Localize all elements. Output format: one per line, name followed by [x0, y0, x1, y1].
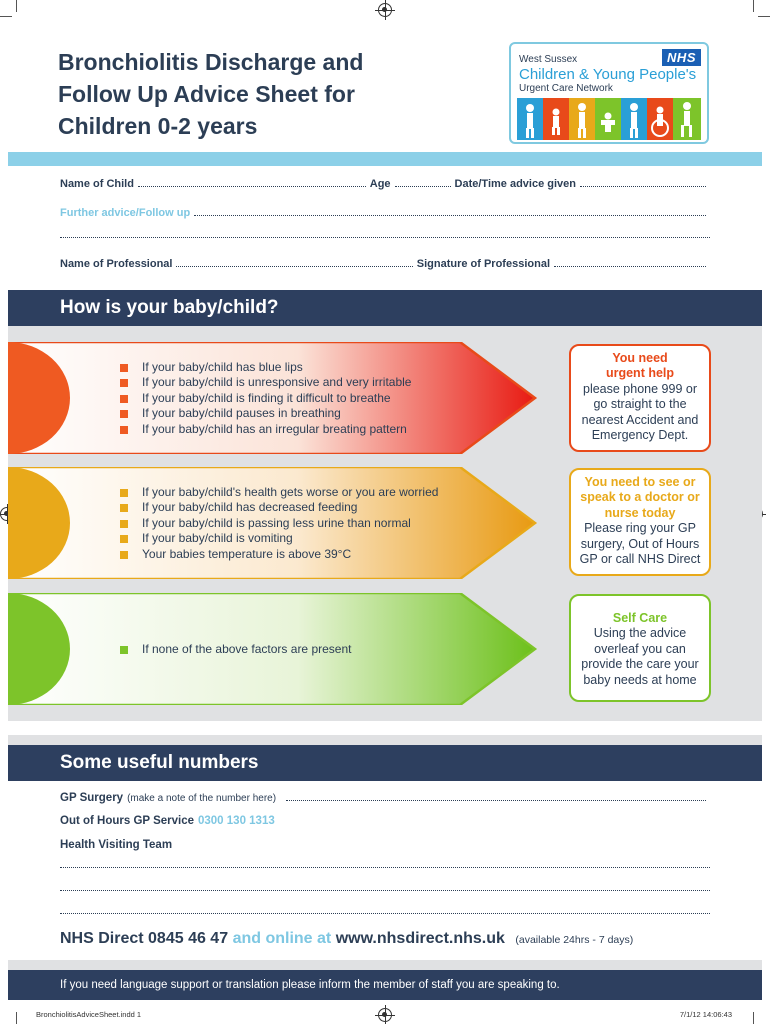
gp-surgery-row	[60, 792, 710, 804]
name-of-professional-label: Name of Professional	[60, 258, 173, 270]
crop-mark	[0, 16, 12, 17]
signature-field[interactable]	[554, 259, 706, 267]
list-item: If your baby/child has blue lips	[118, 360, 411, 375]
signature-label: Signature of Professional	[416, 258, 550, 270]
see-doctor-box	[569, 468, 711, 576]
crop-mark	[16, 1012, 17, 1024]
list-item: If your baby/child's health gets worse or you are worried	[118, 485, 438, 500]
urgent-help-text: please phone 999 or go straight to the nearest Accident and Emergency Dept.	[581, 381, 699, 443]
name-of-child-field[interactable]	[138, 179, 366, 187]
further-advice-label: Further advice/Follow up	[60, 207, 191, 219]
assessment-heading: How is your baby/child?	[8, 290, 762, 326]
health-visiting-row	[60, 839, 710, 851]
crop-mark	[758, 16, 770, 17]
urgent-help-box	[569, 344, 711, 452]
footer-timestamp: 7/1/12 14:06:43	[679, 1010, 732, 1019]
name-of-child-label: Name of Child	[60, 178, 134, 190]
numbers-top-band	[8, 735, 762, 745]
out-of-hours-row	[60, 815, 710, 827]
registration-mark-bottom	[378, 1008, 392, 1022]
list-item: If your baby/child pauses in breathing	[118, 406, 411, 421]
gp-surgery-field[interactable]	[286, 793, 706, 801]
age-label: Age	[369, 178, 391, 190]
self-care-text: Using the advice overleaf you can provide the care your baby needs at home	[581, 626, 699, 687]
self-care-box	[569, 594, 711, 702]
registration-mark-top	[378, 3, 392, 17]
date-time-label: Date/Time advice given	[454, 178, 576, 190]
self-care-heading: Self Care	[612, 611, 668, 625]
age-field[interactable]	[395, 179, 451, 187]
language-top-band	[8, 960, 762, 970]
crop-mark	[753, 0, 754, 12]
nhs-direct-url[interactable]: www.nhsdirect.nhs.uk	[335, 930, 505, 947]
children-figures-icon	[517, 98, 701, 140]
logo-region: West Sussex	[519, 54, 578, 65]
child-details-row	[60, 178, 710, 190]
list-item: If your baby/child is passing less urine than normal	[118, 516, 438, 531]
out-of-hours-label: Out of Hours GP Service	[60, 815, 194, 827]
nhs-direct-line	[60, 930, 633, 948]
numbers-heading: Some useful numbers	[8, 745, 762, 781]
urgent-help-heading-1: You need	[612, 351, 668, 365]
page-title: Bronchiolitis Discharge and Follow Up Advice Sheet for Children 0-2 years	[58, 49, 364, 139]
header-band	[8, 152, 762, 166]
network-logo	[509, 42, 709, 144]
nhs-direct-availability: (available 24hrs - 7 days)	[515, 934, 634, 946]
professional-row	[60, 258, 710, 270]
list-item: If your baby/child has decreased feeding	[118, 500, 438, 515]
red-criteria-list	[118, 360, 411, 437]
language-support-band: If you need language support or translation please inform the member of staff you are speaking to.	[8, 970, 762, 1000]
see-doctor-heading: You need to see or speak to a doctor or nurse today	[580, 475, 700, 520]
name-of-professional-field[interactable]	[176, 259, 412, 267]
footer-filename: BronchiolitisAdviceSheet.indd 1	[36, 1010, 142, 1019]
notes-line[interactable]	[60, 866, 710, 868]
nhs-direct-online: and online at	[232, 930, 332, 947]
further-advice-field[interactable]	[194, 208, 706, 216]
notes-line[interactable]	[60, 912, 710, 914]
further-advice-field-continued[interactable]	[60, 236, 710, 238]
date-time-field[interactable]	[580, 179, 706, 187]
nhs-logo: NHS	[662, 49, 701, 66]
list-item: If your baby/child has an irregular breating pattern	[118, 422, 411, 437]
urgent-help-heading-2: urgent help	[605, 366, 675, 381]
list-item: If your baby/child is unresponsive and very irritable	[118, 375, 411, 390]
gp-surgery-note: (make a note of the number here)	[127, 793, 277, 804]
logo-name: Children & Young People's	[519, 66, 697, 83]
crop-mark	[753, 1012, 754, 1024]
further-advice-row	[60, 207, 710, 219]
crop-mark	[16, 0, 17, 12]
list-item: If your baby/child is finding it difficult to breathe	[118, 391, 411, 406]
amber-criteria-list	[118, 485, 438, 562]
see-doctor-text: Please ring your GP surgery, Out of Hours GP or call NHS Direct	[579, 521, 701, 567]
gp-surgery-label: GP Surgery	[60, 792, 124, 804]
logo-network: Urgent Care Network	[519, 83, 613, 94]
green-criteria-list	[118, 642, 351, 657]
nhs-direct-label: NHS Direct 0845 46 47	[60, 930, 229, 947]
list-item: If your baby/child is vomiting	[118, 531, 438, 546]
health-visiting-label: Health Visiting Team	[60, 839, 173, 851]
out-of-hours-number: 0300 130 1313	[198, 815, 275, 827]
list-item: Your babies temperature is above 39°C	[118, 547, 438, 562]
list-item: If none of the above factors are present	[118, 642, 351, 657]
notes-line[interactable]	[60, 889, 710, 891]
